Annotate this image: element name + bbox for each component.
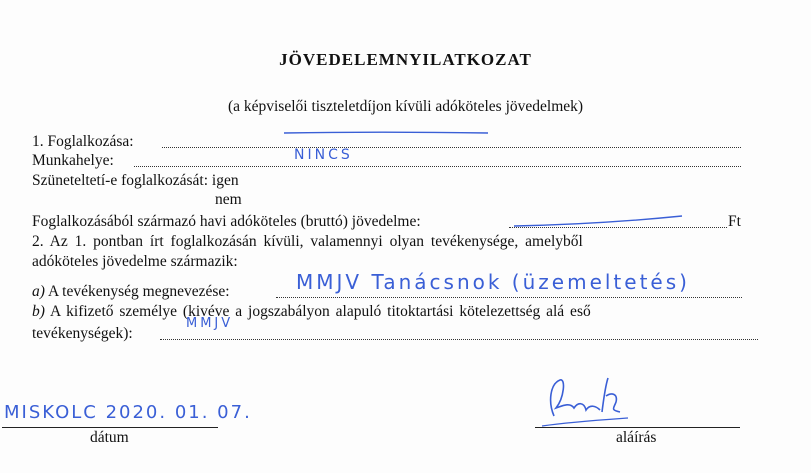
- date-label: dátum: [90, 429, 129, 446]
- page-subtitle: (a képviselői tiszteletdíjon kívüli adóköteles jövedelmek): [227, 98, 584, 115]
- workplace-handwritten: NINCS: [294, 147, 353, 163]
- payer-label: [32, 303, 591, 321]
- occupation-label: 1. Foglalkozása:: [32, 133, 134, 150]
- activity-field[interactable]: [276, 297, 742, 298]
- signature-label: aláírás: [616, 429, 657, 446]
- workplace-label: Munkahelye:: [32, 152, 114, 169]
- payer-label-text: A kifizető személye (kivéve a jogszabályon alapuló titoktartási kötelezettség alá eső: [44, 303, 591, 320]
- activity-label: [32, 283, 230, 301]
- payer-prefix: b): [32, 303, 45, 320]
- payer-handwritten: MMJV: [186, 316, 234, 331]
- occupation-field[interactable]: [162, 147, 741, 148]
- occupation-pen-stroke: [282, 128, 492, 136]
- date-handwritten: MISKOLC 2020. 01. 07.: [4, 402, 252, 423]
- workplace-field[interactable]: [134, 166, 741, 167]
- payer-label-line2: tevékenységek):: [32, 325, 133, 342]
- page-title: JÖVEDELEMNYILATKOZAT: [279, 50, 532, 69]
- suspended-no-option: nem: [215, 191, 242, 208]
- activity-prefix: a): [32, 283, 45, 300]
- section2-line2: adóköteles jövedelme származik:: [32, 253, 238, 270]
- activity-handwritten: MMJV Tanácsnok (üzemeltetés): [296, 270, 690, 294]
- date-line: [2, 427, 218, 428]
- signature-image: [540, 372, 630, 430]
- income-unit: Ft: [728, 213, 741, 230]
- signature-line: [535, 427, 740, 428]
- payer-field[interactable]: [160, 339, 758, 340]
- activity-label-text: A tevékenység megnevezése:: [44, 283, 230, 300]
- income-label: Foglalkozásából származó havi adóköteles (bruttó) jövedelme:: [32, 213, 421, 230]
- suspended-label: Szüneteltetí-e foglalkozását: igen: [32, 172, 239, 189]
- income-pen-stroke: [512, 214, 684, 228]
- section2-line1: 2. Az 1. pontban írt foglalkozásán kívüli, valamennyi olyan tevékenysége, amelyből: [32, 233, 583, 250]
